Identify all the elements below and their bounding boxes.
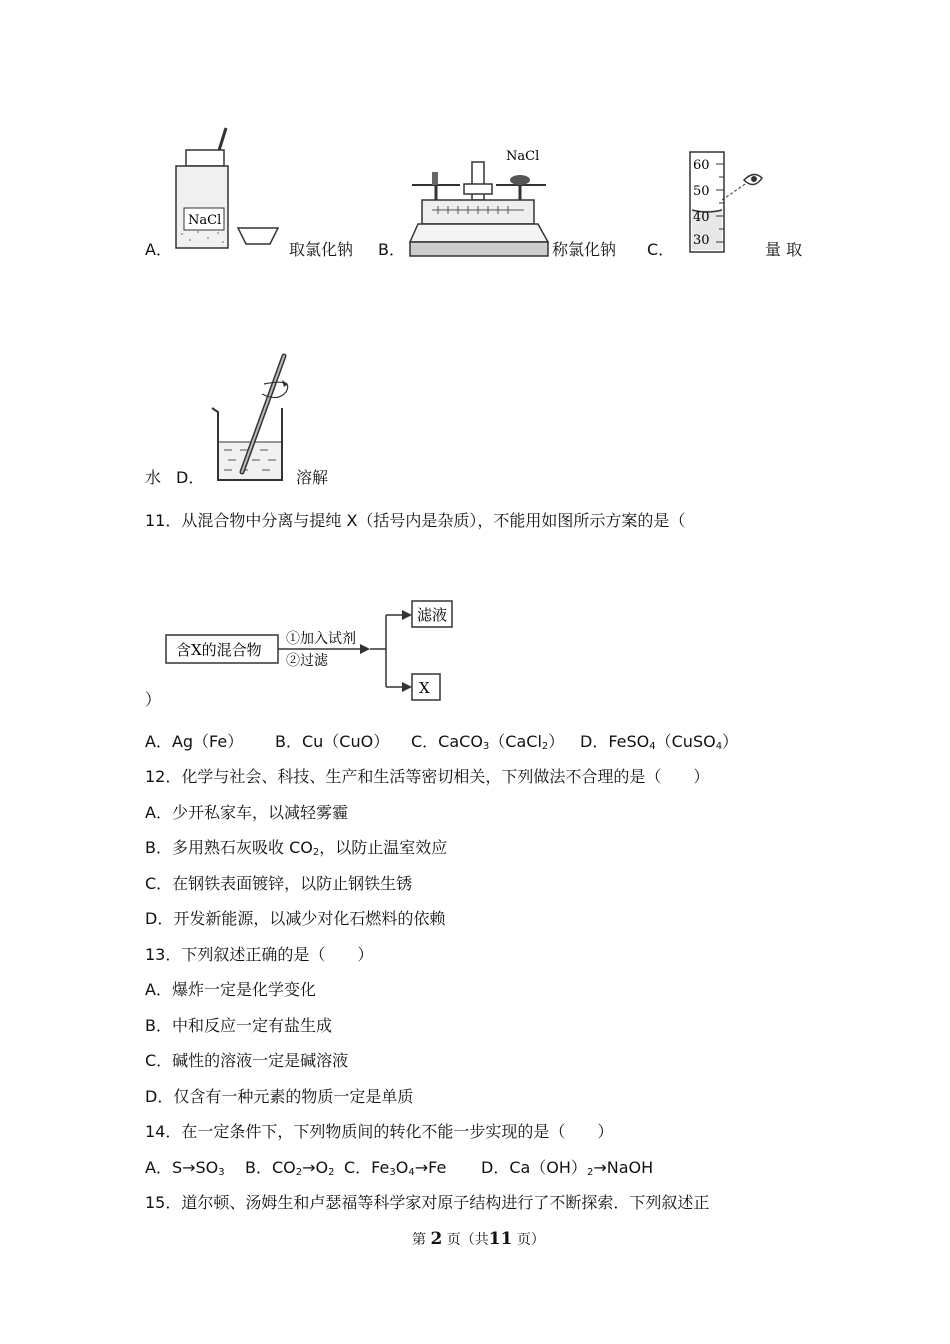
option-c-label-continued: 水: [145, 468, 162, 487]
separation-flowchart: [164, 593, 464, 705]
q11-option-a: A．Ag（Fe）: [145, 732, 244, 751]
flow-x-label: X: [419, 679, 430, 697]
q14-option-d: D．$Ca(OH)_2\to NaOH$: [481, 1158, 654, 1178]
q11-option-b: B．Cu（CuO）: [275, 732, 390, 751]
option-d-letter: D．: [176, 468, 205, 487]
q13-option-b: B．中和反应一定有盐生成: [145, 1016, 332, 1035]
option-c-letter: C．: [647, 240, 675, 259]
option-a-label: 取氯化钠: [289, 240, 354, 259]
q13-stem: 13．下列叙述正确的是（ ）: [145, 945, 374, 964]
cylinder-tick-40: 40: [693, 210, 710, 225]
page-footer: 第 2 页（共11 页）: [412, 1229, 545, 1249]
weighing-dish: [238, 228, 278, 244]
q12-option-c: C．在钢铁表面镀锌，以防止钢铁生锈: [145, 874, 413, 893]
q11-option-c: C．CaCO$_3$（CaCl$_2$）: [411, 732, 565, 752]
cylinder-tick-50: 50: [693, 184, 710, 199]
balance-pan-label: NaCl: [506, 149, 540, 164]
q12-stem: 12．化学与社会、科技、生产和生活等密切相关，下列做法不合理的是（ ）: [145, 767, 710, 786]
q11-option-d: D．FeSO$_4$（CuSO$_4$）: [580, 732, 739, 752]
bottle-label: NaCl: [188, 213, 222, 228]
q11-stem-line2: ）: [145, 690, 162, 709]
beaker-figure: [206, 350, 296, 486]
flow-start-label: 含X的混合物: [176, 641, 262, 659]
balance-figure: [408, 140, 550, 262]
q14-option-a: A．$S\to SO_3$: [145, 1158, 225, 1178]
option-a-letter: A．: [145, 240, 172, 259]
q13-option-d: D．仅含有一种元素的物质一定是单质: [145, 1087, 414, 1106]
bottle-neck: [186, 150, 224, 166]
q14-option-c: C．$Fe_3O_4\to Fe$: [344, 1158, 447, 1178]
current-page-number: 2: [430, 1229, 443, 1249]
option-d-label: 溶解: [296, 468, 329, 487]
q12-option-d: D．开发新能源，以减少对化石燃料的依赖: [145, 909, 446, 928]
flow-filtrate-label: 滤液: [417, 606, 448, 624]
option-b-label: 称氯化钠: [552, 240, 617, 259]
q14-option-b: B．$CO_2\to O_2$: [245, 1158, 335, 1178]
q13-option-c: C．碱性的溶液一定是碱溶液: [145, 1051, 349, 1070]
bottle-body: [176, 166, 228, 248]
flow-step1-label: ①加入试剂: [286, 631, 356, 647]
q13-option-a: A．爆炸一定是化学变化: [145, 980, 316, 999]
reagent-bottle-figure: [168, 122, 280, 254]
option-b-letter: B．: [378, 240, 405, 259]
total-page-count: 11: [488, 1229, 513, 1249]
sightline: [722, 182, 748, 200]
q15-stem: 15．道尔顿、汤姆生和卢瑟福等科学家对原子结构进行了不断探索．下列叙述正: [145, 1193, 710, 1212]
option-c-label: 量 取: [765, 240, 803, 259]
flow-step2-label: ②过滤: [286, 653, 328, 669]
q12-option-b: B．多用熟石灰吸收 $CO_2$，以防止温室效应: [145, 838, 448, 858]
q12-option-a: A．少开私家车，以减轻雾霾: [145, 803, 348, 822]
q11-stem-line1: 11．从混合物中分离与提纯 X（括号内是杂质），不能用如图所示方案的是（: [145, 511, 686, 530]
cylinder-tick-60: 60: [693, 158, 710, 173]
q14-stem: 14．在一定条件下，下列物质间的转化不能一步实现的是（ ）: [145, 1122, 614, 1141]
cylinder-tick-30: 30: [693, 233, 710, 248]
graduated-cylinder-figure: [686, 150, 766, 254]
